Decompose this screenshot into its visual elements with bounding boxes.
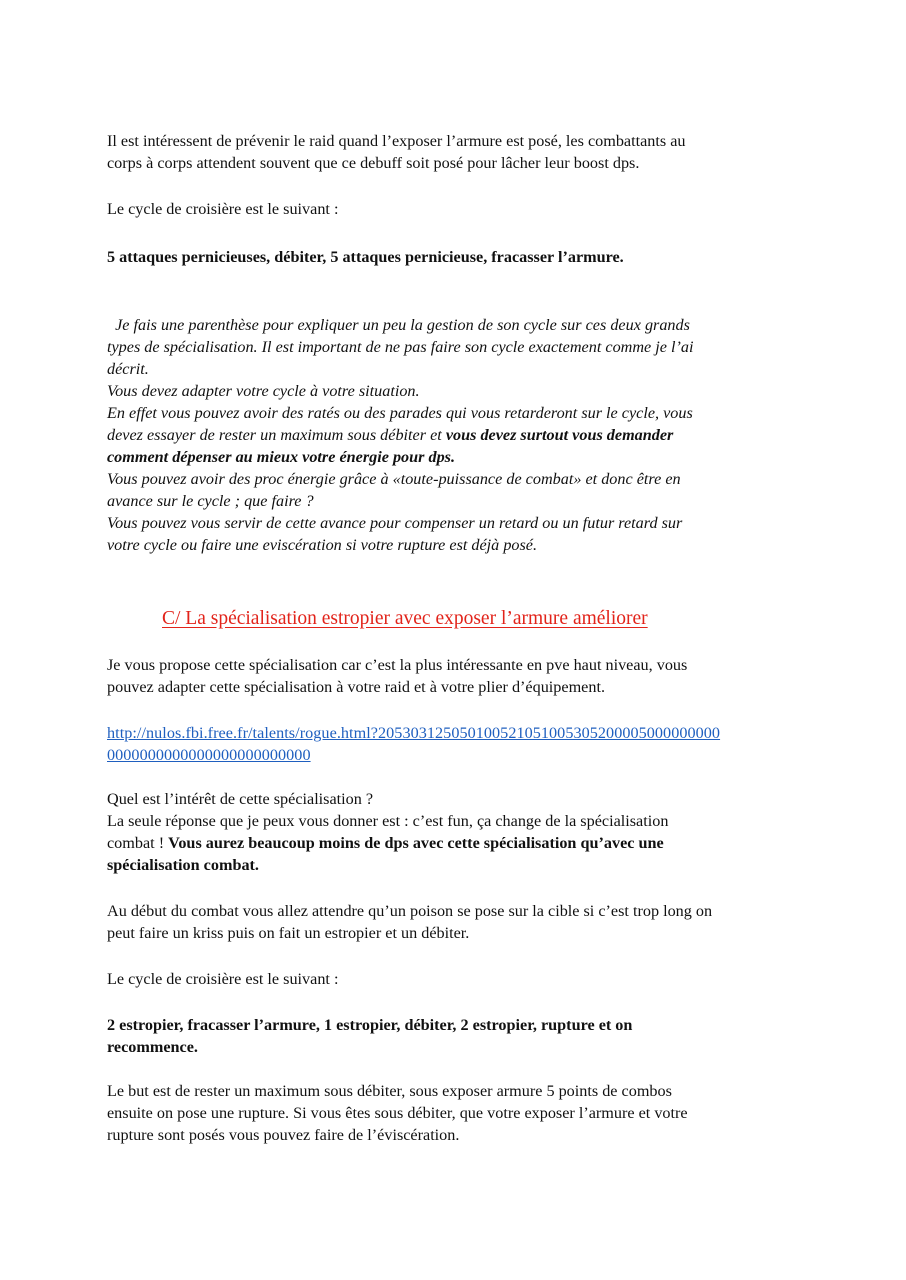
text-line: devez essayer de rester un maximum sous débiter et: [107, 426, 446, 444]
text-line: avance sur le cycle ; que faire ?: [107, 492, 314, 510]
text-line: Le but est de rester un maximum sous débiter, sous exposer armure 5 points de combos: [107, 1082, 672, 1100]
paragraph-raid-warning: [107, 130, 686, 174]
text-line: En effet vous pouvez avoir des ratés ou des parades qui vous retarderont sur le cycle, vous: [107, 404, 693, 422]
text-line: décrit.: [107, 360, 149, 378]
text-line: Vous devez adapter votre cycle à votre situation.: [107, 382, 420, 400]
cycle-sequence: [107, 1014, 632, 1058]
text-line: rupture sont posés vous pouvez faire de l’éviscération.: [107, 1126, 460, 1144]
text-line: peut faire un kriss puis on fait un estropier et un débiter.: [107, 924, 470, 942]
section-heading: C/ La spécialisation estropier avec exposer l’armure améliorer: [162, 608, 648, 629]
text-line: recommence.: [107, 1038, 198, 1056]
text-line: ensuite on pose une rupture. Si vous êtes sous débiter, que votre exposer l’armure et votre: [107, 1104, 688, 1122]
parenthesis-note: [107, 314, 693, 556]
text-line: Il est intéressent de prévenir le raid quand l’exposer l’armure est posé, les combattants au: [107, 132, 686, 150]
link-line[interactable]: 0000000000000000000000000: [107, 746, 311, 764]
text-line: types de spécialisation. Il est important de ne pas faire son cycle exactement comme je l’ai: [107, 338, 694, 356]
cycle-intro: Le cycle de croisière est le suivant :: [107, 200, 339, 218]
text-line: pouvez adapter cette spécialisation à votre raid et à votre plier d’équipement.: [107, 678, 605, 696]
cycle-intro: Le cycle de croisière est le suivant :: [107, 970, 339, 988]
paragraph-spec-intro: [107, 654, 687, 698]
text-line: Vous pouvez vous servir de cette avance pour compenser un retard ou un futur retard sur: [107, 514, 683, 532]
text-line: Au début du combat vous allez attendre qu’un poison se pose sur la cible si c’est trop long on: [107, 902, 713, 920]
text-line: combat !: [107, 834, 169, 852]
cycle-sequence: 5 attaques pernicieuses, débiter, 5 attaques pernicieuse, fracasser l’armure.: [107, 248, 624, 266]
emphasis-text: Vous aurez beaucoup moins de dps avec cette spécialisation qu’avec une: [168, 834, 664, 852]
link-line[interactable]: http://nulos.fbi.free.fr/talents/rogue.html?205303125050100521051005305200005000000000: [107, 724, 721, 742]
talent-calculator-link[interactable]: [107, 722, 720, 766]
text-line: votre cycle ou faire une eviscération si votre rupture est déjà posé.: [107, 536, 538, 554]
paragraph-combat-start: [107, 900, 712, 944]
text-line: La seule réponse que je peux vous donner est : c’est fun, ça change de la spécialisation: [107, 812, 669, 830]
text-line: corps à corps attendent souvent que ce debuff soit posé pour lâcher leur boost dps.: [107, 154, 640, 172]
text-line: 2 estropier, fracasser l’armure, 1 estropier, débiter, 2 estropier, rupture et on: [107, 1016, 633, 1034]
text-line: Quel est l’intérêt de cette spécialisation ?: [107, 790, 374, 808]
emphasis-text: spécialisation combat.: [107, 856, 259, 874]
paragraph-goal: [107, 1080, 688, 1146]
emphasis-text: vous devez surtout vous demander: [445, 426, 674, 444]
paragraph-question: [107, 788, 668, 876]
text-line: Je vous propose cette spécialisation car c’est la plus intéressante en pve haut niveau, vous: [107, 656, 688, 674]
emphasis-text: comment dépenser au mieux votre énergie pour dps.: [107, 448, 456, 466]
text-line: Je fais une parenthèse pour expliquer un peu la gestion de son cycle sur ces deux grands: [107, 316, 690, 334]
text-line: Vous pouvez avoir des proc énergie grâce à «toute-puissance de combat» et donc être en: [107, 470, 681, 488]
